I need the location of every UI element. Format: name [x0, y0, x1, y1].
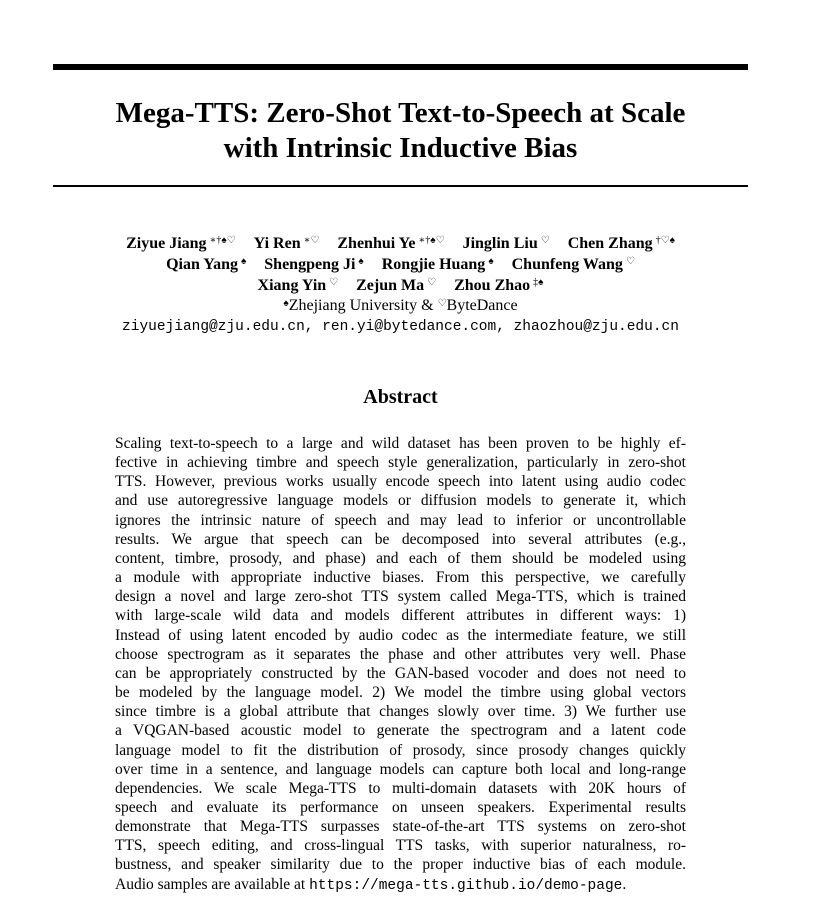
demo-page-link[interactable]: https://mega-tts.github.io/demo-page [309, 877, 623, 894]
top-rule [53, 64, 748, 70]
author: Zhou Zhao ‡♠ [454, 277, 544, 294]
author: Jinglin Liu ♡ [462, 235, 550, 252]
abstract-line: TTS. However, previous works usually encode speech into latent using audio codec [115, 473, 686, 491]
abstract-line: dependencies. We scale Mega-TTS to multi-domain datasets with 20K hours of [115, 779, 686, 797]
paper-title [53, 96, 748, 166]
author-line-2 [53, 254, 748, 275]
author: Chunfeng Wang ♡ [511, 256, 635, 273]
abstract-line: a module with appropriate inductive biases. From this perspective, we carefully [115, 569, 686, 587]
abstract-line: ignores the intrinsic nature of speech and may lead to inferior or uncontrollable [115, 511, 686, 529]
abstract-line: can be appropriately constructed by the GAN-based vocoder and does not need to [115, 664, 686, 682]
abstract-line: choose spectrogram as it separates the phase and other attributes very well. Phase [115, 645, 686, 663]
author: Zhenhui Ye ∗†♠♡ [337, 235, 445, 252]
abstract-line: Scaling text-to-speech to a large and wild dataset has been proven to be highly ef- [115, 435, 686, 452]
title-line-2: with Intrinsic Inductive Bias [223, 132, 578, 164]
abstract-line: demonstrate that Mega-TTS surpasses state-of-the-art TTS systems on zero-shot [115, 818, 686, 836]
abstract-line: since timbre is a global attribute that changes slowly over time. 3) We further use [115, 703, 686, 721]
abstract-heading: Abstract [363, 386, 438, 408]
author: Shengpeng Ji ♠ [264, 256, 364, 273]
abstract-final-line: Audio samples are available at https://mega-tts.github.io/demo-page. [115, 875, 627, 894]
title-line-1: Mega-TTS: Zero-Shot Text-to-Speech at Scale [115, 97, 686, 129]
abstract-line: bustness, and speaker similarity due to the proper inductive bias of each module. [115, 856, 686, 874]
author: Chen Zhang †♡♠ [567, 235, 675, 252]
abstract-line: fective in achieving timbre and speech style generalization, particularly in zero-shot [115, 454, 686, 472]
title-bottom-rule [53, 185, 748, 187]
abstract-body [115, 434, 686, 896]
abstract-line: content, timbre, prosody, and phase) and each of them should be modeled using [115, 549, 686, 567]
abstract-line: results. We argue that speech can be decomposed into several attributes (e.g., [115, 530, 686, 548]
author-line-1 [53, 233, 748, 254]
affiliations: ♠Zhejiang University & ♡ByteDance [283, 297, 518, 314]
abstract-line: design a novel and large zero-shot TTS system called Mega-TTS, which is trained [115, 588, 686, 606]
author: Xiang Yin ♡ [257, 277, 339, 294]
abstract-line: with large-scale wild data and models different attributes in different ways: 1) [115, 607, 686, 625]
abstract-line: be modeled by the language model. 2) We model the timbre using global vectors [115, 684, 686, 702]
author: Ziyue Jiang ∗†♠♡ [126, 235, 236, 252]
author: Zejun Ma ♡ [356, 277, 437, 294]
author-line-3 [53, 275, 748, 296]
abstract-line: over time in a sentence, and language models can capture both local and long-range [115, 760, 686, 778]
author-emails: ziyuejiang@zju.edu.cn, ren.yi@bytedance.com, zhaozhou@zju.edu.cn [122, 319, 679, 335]
author: Yi Ren ∗♡ [253, 235, 320, 252]
abstract-line: speech and evaluate its performance on unseen speakers. Experimental results [115, 798, 686, 816]
author: Rongjie Huang ♠ [381, 256, 494, 273]
abstract-line: and use autoregressive language models or diffusion models to generate it, which [115, 492, 686, 510]
abstract-line: language model to fit the distribution of prosody, since prosody changes quickly [115, 741, 686, 759]
abstract-line: TTS, speech editing, and cross-lingual TTS tasks, with superior naturalness, ro- [115, 837, 686, 855]
author: Qian Yang ♠ [166, 256, 247, 273]
author-list [53, 233, 748, 296]
abstract-line: Instead of using latent encoded by audio codec as the intermediate feature, we still [115, 626, 686, 644]
abstract-line: a VQGAN-based acoustic model to generate the spectrogram and a latent code [115, 722, 686, 740]
